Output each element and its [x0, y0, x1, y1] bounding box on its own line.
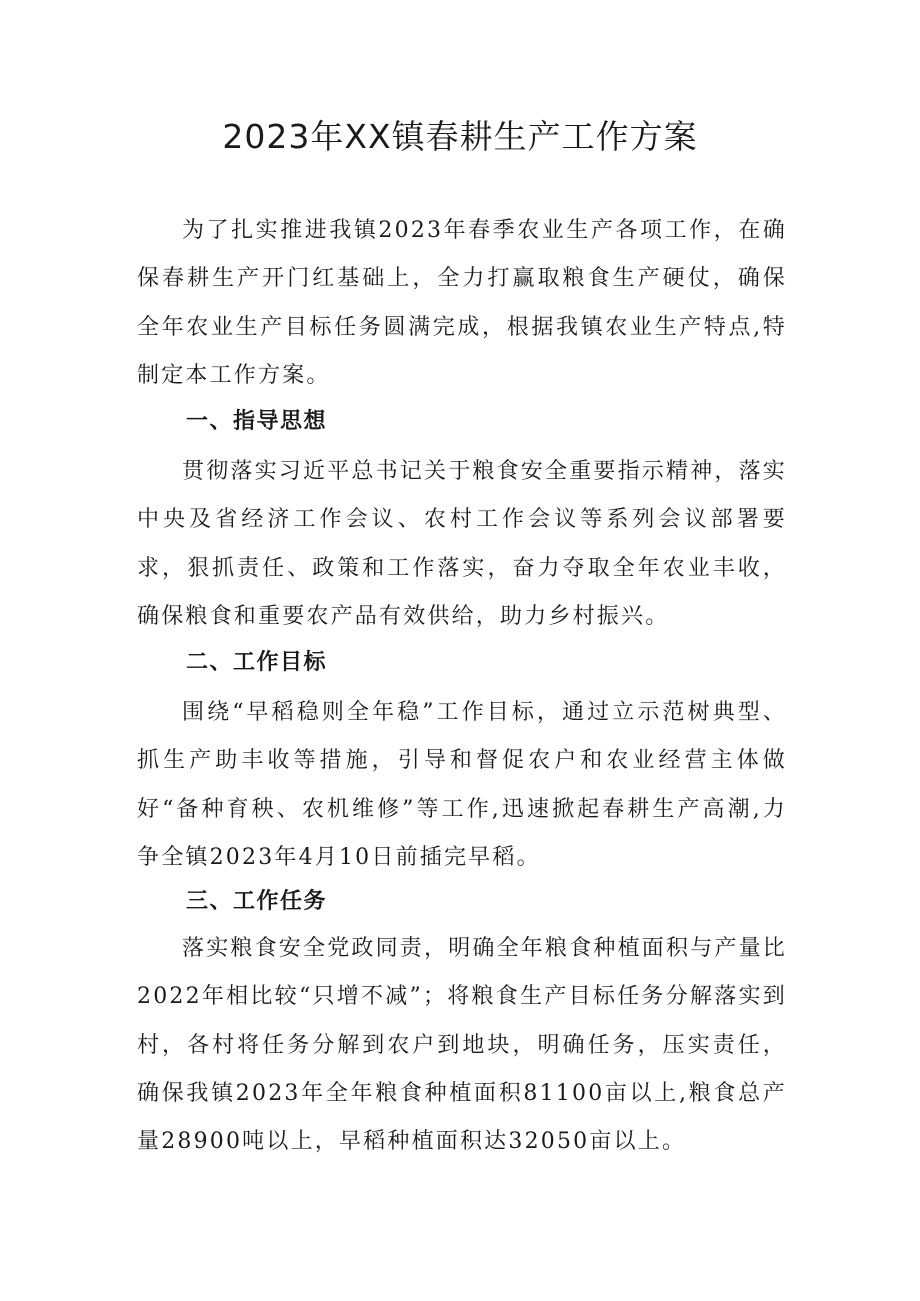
- document-title: 2023年XX镇春耕生产工作方案: [222, 117, 698, 156]
- section-body-work-tasks: 落实粮食安全党政同责，明确全年粮食种植面积与产量比2022年相比较“只增不减”；将粮食生产目标任务分解落实到村，各村将任务分解到农户到地块，明确任务，压实责任，确保我镇2023年全年粮食种植面积81100亩以上,粮食总产量28900吨以上，早稻种植面积达32050亩以上。: [137, 936, 788, 1155]
- section-heading-guiding-ideology: 一、指导思想: [186, 409, 328, 434]
- section-heading-work-tasks: 三、工作任务: [186, 889, 328, 914]
- section-heading-work-goals: 二、工作目标: [186, 650, 328, 675]
- section-body-work-goals: 围绕“早稻稳则全年稳”工作目标，通过立示范树典型、抓生产助丰收等措施，引导和督促农户和农业经营主体做好“备种育秧、农机维修”等工作,迅速掀起春耕生产高潮,力争全镇2023年4月10日前插完早稻。: [137, 700, 787, 870]
- section-body-guiding-ideology: 贯彻落实习近平总书记关于粮食安全重要指示精神，落实中央及省经济工作会议、农村工作会议等系列会议部署要求，狠抓责任、政策和工作落实，奋力夺取全年农业丰收，确保粮食和重要农产品有效供给，助力乡村振兴。: [137, 459, 788, 629]
- intro-paragraph: 为了扎实推进我镇2023年春季农业生产各项工作，在确保春耕生产开门红基础上，全力打赢取粮食生产硬仗，确保全年农业生产目标任务圆满完成，根据我镇农业生产特点,特制定本工作方案。: [137, 218, 787, 388]
